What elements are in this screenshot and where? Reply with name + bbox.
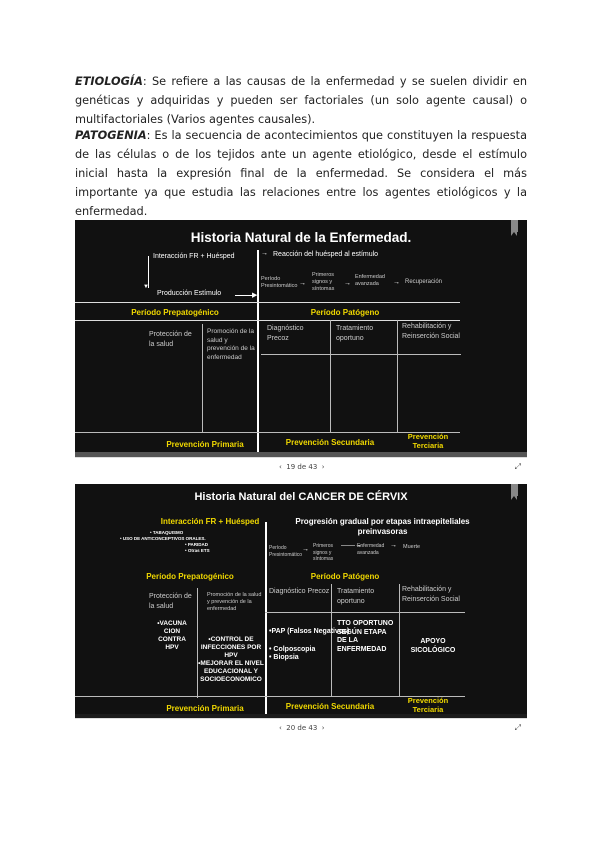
next-page-button[interactable]: › [321, 724, 325, 732]
page-nav [279, 724, 325, 732]
proteccion-label: Protección de la salud [149, 593, 192, 610]
produccion-label: Producción Estímulo [157, 290, 222, 297]
divider [202, 324, 203, 432]
viewer-toolbar [75, 718, 527, 741]
arrow-right-icon: → [302, 546, 309, 553]
proteccion-label: Protección de la salud [149, 331, 192, 348]
avanzada-label: Enfermedad avanzada [357, 543, 385, 556]
rehabilitacion-label: Rehabilitación y Reinserción Social [402, 586, 460, 603]
promocion-label: Promoción de la salud y prevención de la enfermedad [207, 592, 262, 612]
slide-title: Historia Natural de la Enfermedad. [190, 230, 412, 245]
pap-item: • Biopsia [269, 654, 299, 661]
arrow-right-icon: ▶ [252, 292, 258, 299]
prev-page-button[interactable]: ‹ [279, 724, 282, 732]
prevencion-primaria: Prevención Primaria [166, 440, 244, 449]
slide-title: Historia Natural del CANCER DE CÉRVIX [194, 491, 408, 503]
etiologia-paragraph [75, 72, 527, 129]
pap-item: •PAP (Falsos Negativos) [269, 628, 350, 635]
arrow-right-icon: → [393, 279, 400, 286]
etiologia-term: ETIOLOGÍA [75, 75, 143, 88]
divider [399, 584, 400, 696]
arrow-right-icon: → [261, 250, 268, 257]
arrow-right-icon: → [344, 280, 351, 287]
apoyo-text: APOYO SICOLÓGICO [410, 638, 456, 654]
recuperacion-label: Recuperación [405, 279, 443, 285]
periodo-patogeno: Período Patógeno [310, 572, 380, 581]
slide-2 [75, 484, 527, 714]
divider [75, 302, 460, 303]
progresion-label: Progresión gradual por etapas intraepiteliales preinvasoras [295, 517, 470, 536]
slide-1 [75, 220, 527, 452]
primeros-label: Primeros signos y síntomas [313, 543, 334, 562]
muerte-label: Muerte [403, 544, 421, 550]
divider [261, 354, 461, 355]
factor-item: • PARIDAD [185, 542, 208, 547]
prevencion-terciaria: Prevención Terciaria [407, 696, 449, 714]
reaccion-label: Reacción del huésped al estímulo [273, 251, 379, 258]
avanzada-label: Enfermedad avanzada [355, 274, 385, 287]
slide-viewer-2 [75, 484, 527, 738]
page-indicator: 20 de 43 [286, 724, 318, 732]
patogenia-term: PATOGENIA [75, 129, 147, 142]
factor-item: • USO DE ANTICONCEPTIVOS ORALES. [120, 536, 206, 541]
divider [330, 320, 331, 432]
prevencion-terciaria: Prevención Terciaria [407, 432, 449, 450]
patogenia-text: : Es la secuencia de acontecimientos que constituyen la respuesta de las células o de los tejidos ante un agente etiológico, desde el estímulo inicial hasta la expresión final de la enfermedad. Se considera el más importante ya que estudia las relaciones entre los agentes etiológicos y la enfermedad. [75, 129, 527, 218]
prevencion-primaria: Prevención Primaria [166, 704, 244, 713]
pap-item: • Colposcopia [269, 646, 316, 653]
timeline-axis [257, 250, 259, 452]
divider [397, 320, 398, 432]
prev-page-button[interactable]: ‹ [279, 463, 282, 471]
primeros-label: Primeros signos y síntomas [312, 272, 335, 292]
presintomatico-label: Período Presintomático [269, 545, 303, 558]
diagnostico-label: Diagnóstico Precoz [269, 588, 330, 595]
promocion-label: Promoción de la salud y prevención de la enfermedad [207, 328, 255, 361]
viewer-toolbar [75, 457, 527, 480]
tratamiento-label: Tratamiento oportuno [336, 325, 374, 342]
divider [75, 320, 460, 321]
timeline-axis [265, 522, 267, 714]
arrow-right-icon: → [390, 542, 397, 549]
rehabilitacion-label: Rehabilitación y Reinserción Social [402, 323, 460, 340]
factor-item: • Otras ETS [185, 548, 210, 553]
arrow-right-icon: ——→ [341, 542, 362, 549]
divider [331, 584, 332, 696]
arrow-right-icon: → [299, 280, 306, 287]
diagnostico-label: Diagnóstico Precoz [267, 325, 304, 342]
presintomatico-label: Período Presintomático [261, 276, 298, 289]
divider [265, 612, 465, 613]
control-hpv-text: •CONTROL DE INFECCIONES POR HPV [200, 636, 262, 659]
periodo-prepatogenico: Período Prepatogénico [131, 308, 219, 317]
prevencion-secundaria: Prevención Secundaria [285, 438, 375, 447]
tratamiento-label: Tratamiento oportuno [337, 588, 375, 605]
periodo-patogeno: Período Patógeno [310, 308, 380, 317]
vacunacion-text: •VACUNA CION CONTRA HPV [157, 620, 187, 651]
etiologia-text: : Se refiere a las causas de la enfermedad y se suelen dividir en genéticas y adquiridas y pueden ser factoriales (un solo agente causal) o multifactoriales (Varios agentes causales). [75, 75, 527, 126]
interaccion-label: Interacción FR + Huésped [153, 253, 235, 260]
tto-text: TTO OPORTUNO SEGÚN ETAPA DE LA ENFERMEDAD [337, 620, 394, 653]
expand-icon[interactable]: ⤢ [514, 723, 521, 732]
arrow-down-icon: ▼ [143, 284, 149, 290]
mejorar-nivel-text: •MEJORAR EL NIVEL EDUCACIONAL Y SOCIOECONOMICO [198, 660, 264, 683]
periodo-prepatogenico: Período Prepatogénico [146, 572, 234, 581]
page-indicator: 19 de 43 [286, 463, 318, 471]
factor-item: • TABAQUISMO [150, 530, 184, 535]
slide-viewer-1 [75, 220, 527, 476]
next-page-button[interactable]: › [321, 463, 325, 471]
patogenia-paragraph [75, 126, 527, 221]
expand-icon[interactable]: ⤢ [514, 462, 521, 471]
page-nav [279, 463, 325, 471]
interaccion-label: Interacción FR + Huésped [160, 517, 260, 526]
prevencion-secundaria: Prevención Secundaria [285, 702, 375, 711]
